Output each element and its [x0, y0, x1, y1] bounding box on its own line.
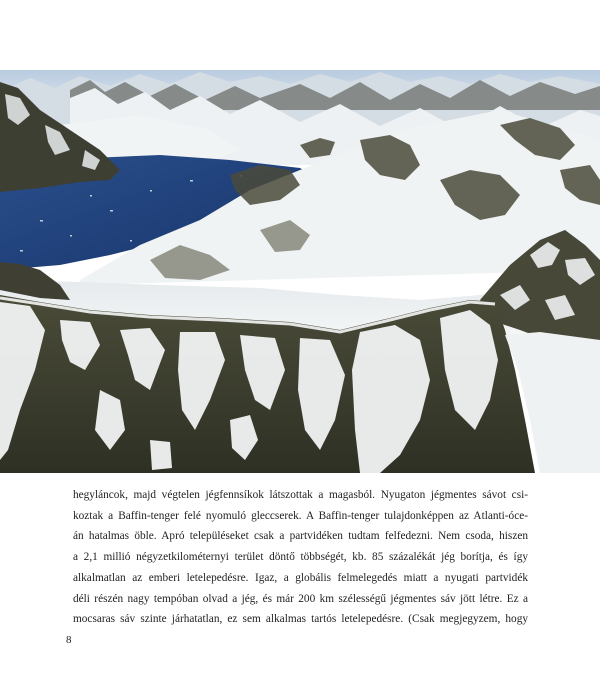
text-line: hegyláncok, majd végtelen jégfennsíkok látszottak a magasból. Nyugaton jégmentes sávot csi-	[73, 489, 528, 501]
page-number: 8	[66, 634, 72, 646]
body-paragraph	[73, 485, 528, 630]
text-line: mocsaras sáv szinte járhatatlan, ez sem alkalmas tartós letelepedésre. (Csak megjegyzem, hogy	[73, 613, 528, 626]
text-line: án hatalmas öble. Apró településeket csak a partvidéken tudtam felfedezni. Nem csoda, hiszen	[73, 530, 528, 543]
greenland-landscape-photo	[0, 70, 600, 473]
text-line: alkalmatlan az emberi letelepedésre. Igaz, a globális felmelegedés miatt a nyugati partvidék	[73, 571, 528, 584]
text-line: koztak a Baffin-tenger felé nyomuló gleccserek. A Baffin-tenger tulajdonképpen az Atlanti-óce-	[73, 509, 528, 522]
text-line: a 2,1 millió négyzetkilométernyi terület döntő többségét, kb. 85 százalékát jég borítja, és így	[73, 551, 528, 564]
text-line: déli részén nagy tempóban olvad a jég, és már 200 km szélességű jégmentes sáv jött létre. Ez a	[73, 592, 528, 605]
